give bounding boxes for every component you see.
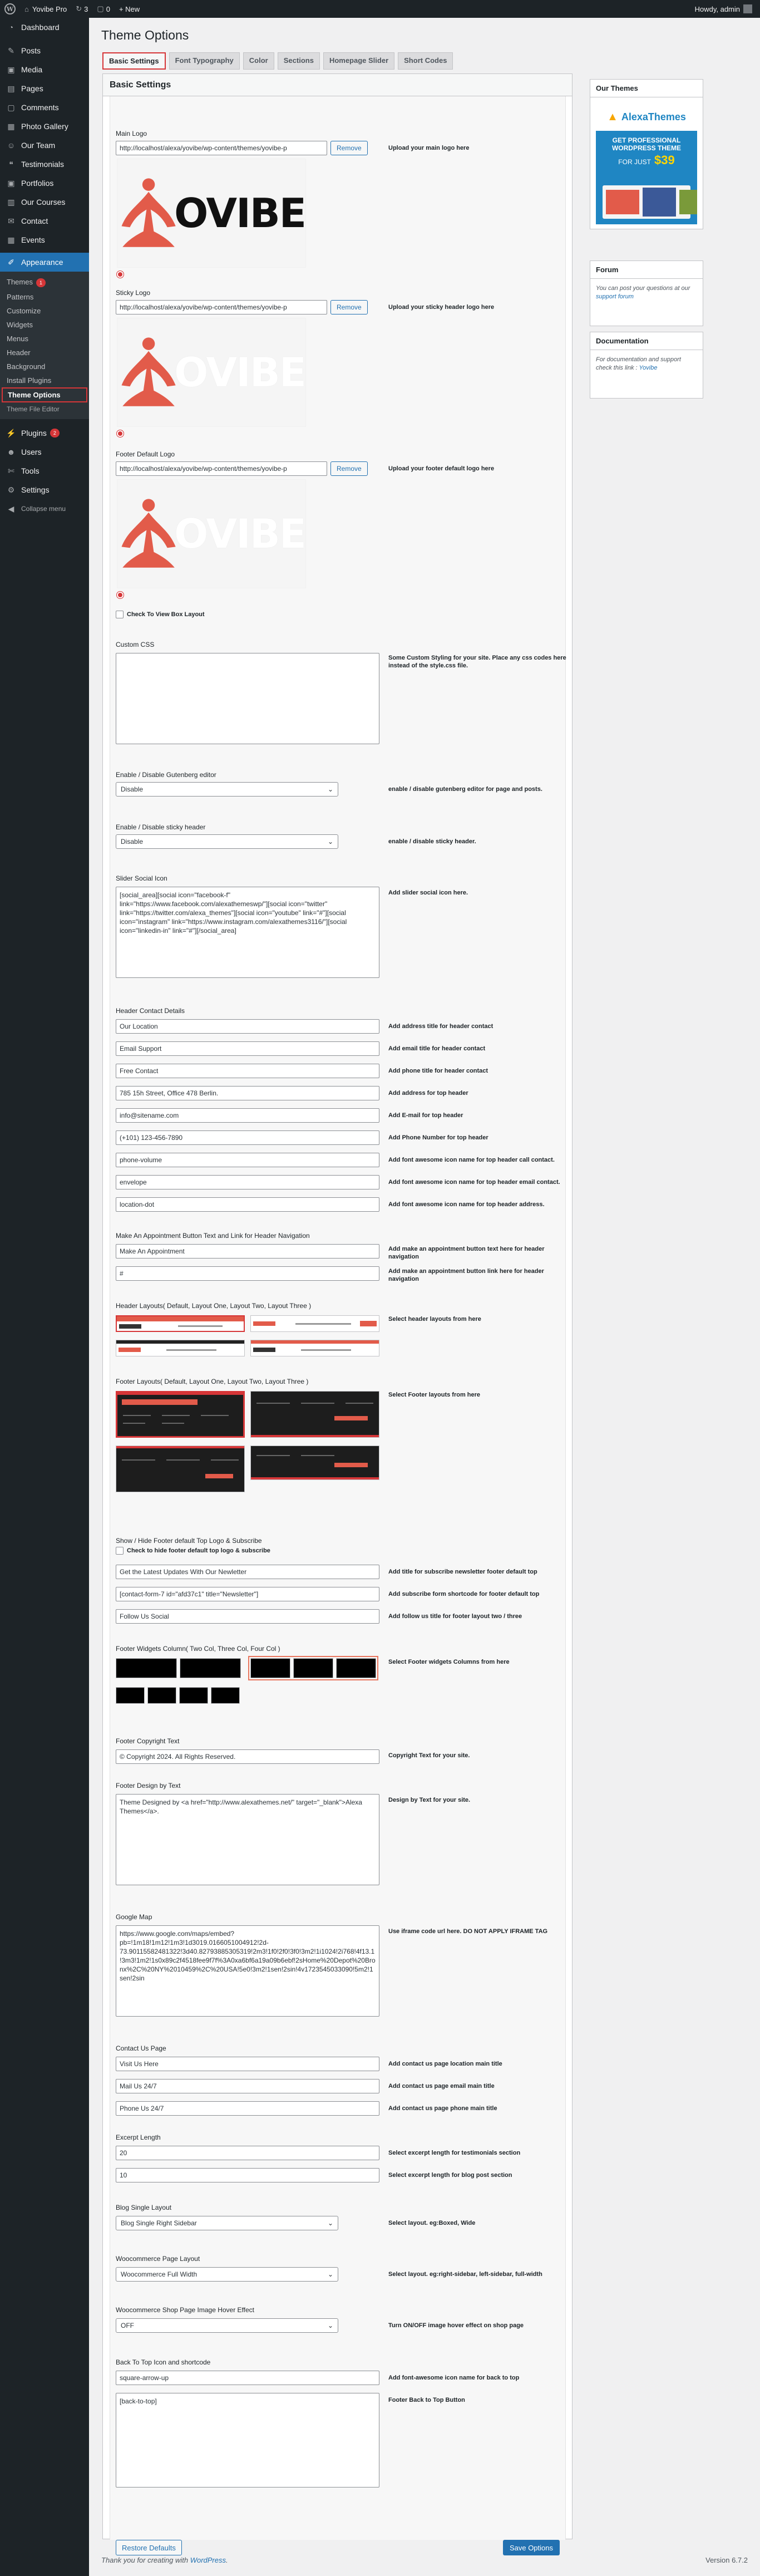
google-map-desc: Use iframe code url here. DO NOT APPLY IFRAME TAG <box>388 1928 548 1935</box>
design-by-textarea[interactable] <box>116 1794 379 1885</box>
custom-css-desc: Some Custom Styling for your site. Place any css codes here instead of the style.css file. <box>388 655 566 669</box>
plugin-icon: ⚡ <box>6 428 16 437</box>
chevron-down-icon: ⌄ <box>327 2219 333 2227</box>
submenu-theme-file-editor[interactable]: Theme File Editor <box>7 405 60 413</box>
sticky-logo-remove-dot[interactable] <box>117 430 124 437</box>
menu-label: Testimonials <box>21 160 65 169</box>
field-desc: Select excerpt length for blog post section <box>388 2172 512 2179</box>
course-icon: ▥ <box>7 197 15 207</box>
contact-icon: ✉ <box>8 216 14 225</box>
chevron-down-icon: ⌄ <box>327 838 333 845</box>
main-content <box>89 18 760 2576</box>
documentation-link[interactable]: Yovibe <box>639 365 658 371</box>
refresh-icon: ↻ <box>76 4 82 13</box>
main-logo-label: Main Logo <box>116 130 147 137</box>
calendar-icon: ▦ <box>7 235 15 244</box>
main-logo-preview <box>117 159 306 268</box>
tab-homepage-slider[interactable]: Homepage Slider <box>323 52 394 70</box>
admin-bar <box>0 0 760 18</box>
tab-font-typography[interactable]: Font Typography <box>169 52 240 70</box>
forum-box <box>590 260 703 326</box>
footer-logo-remove-dot[interactable] <box>117 592 124 598</box>
header-contact-label: Header Contact Details <box>116 1007 185 1015</box>
footer-logo-desc: Upload your footer default logo here <box>388 465 495 472</box>
contact-email-title-input[interactable] <box>116 2079 379 2093</box>
menu-our-team[interactable] <box>0 136 89 155</box>
back-to-top-shortcode-textarea[interactable] <box>116 2393 379 2487</box>
chevron-down-icon: ⌄ <box>327 2270 333 2278</box>
wp-logo-menu[interactable] <box>0 0 20 18</box>
team-icon: ☺ <box>7 141 16 150</box>
menu-label: Plugins <box>21 429 47 437</box>
footer-widgets-label: Footer Widgets Column( Two Col, Three Col, Four Col ) <box>116 1645 280 1653</box>
submenu-label: Themes <box>7 278 33 286</box>
woo-layout-desc: Select layout. eg:right-sidebar, left-sidebar, full-width <box>388 2271 542 2278</box>
field-desc: Add title for subscribe newsletter footer default top <box>388 1569 537 1575</box>
update-badge: 1 <box>36 278 46 287</box>
menu-label: Contact <box>21 217 48 225</box>
media-icon: ▣ <box>7 65 15 74</box>
sticky-logo-preview <box>117 318 306 427</box>
admin-menu <box>0 18 89 2576</box>
menu-posts[interactable] <box>0 41 89 60</box>
header-layout-two[interactable] <box>116 1340 245 1356</box>
alexa-logo-icon: ▲ <box>607 110 618 123</box>
header-phone-input[interactable] <box>116 1130 379 1145</box>
howdy-label: Howdy, admin <box>694 4 740 13</box>
menu-collapse[interactable] <box>0 499 89 518</box>
comments-link[interactable] <box>92 0 115 18</box>
google-map-label: Google Map <box>116 1913 152 1921</box>
footer-layout-three[interactable] <box>250 1446 379 1480</box>
header-address-title-input[interactable] <box>116 1019 379 1034</box>
menu-contact[interactable] <box>0 212 89 230</box>
custom-css-textarea[interactable] <box>116 653 379 744</box>
gutenberg-desc: enable / disable gutenberg editor for page and posts. <box>388 786 542 793</box>
footer-version: Version 6.7.2 <box>705 2556 748 2564</box>
themes-banner[interactable] <box>596 103 697 224</box>
banner-price: $39 <box>654 153 675 167</box>
tab-short-codes[interactable]: Short Codes <box>398 52 453 70</box>
subscribe-label: Show / Hide Footer default Top Logo & Subscribe <box>116 1537 262 1545</box>
footer-layout-one[interactable] <box>250 1391 379 1438</box>
menu-photo-gallery[interactable] <box>0 117 89 136</box>
main-logo-upload <box>116 141 368 155</box>
woo-layout-label: Woocommerce Page Layout <box>116 2255 200 2263</box>
forum-title: Forum <box>590 261 703 279</box>
submenu-themes[interactable] <box>0 275 89 290</box>
sticky-logo-text: OVIBE <box>174 349 305 396</box>
field-desc: Add contact us page phone main title <box>388 2105 497 2112</box>
hide-subscribe-checkbox[interactable] <box>116 1547 270 1555</box>
comments-count: 0 <box>106 4 110 13</box>
footer-logo-remove-button[interactable]: Remove <box>330 461 368 476</box>
settings-icon: ⚙ <box>7 485 15 494</box>
header-layouts-label: Header Layouts( Default, Layout One, Layout Two, Layout Three ) <box>116 1302 312 1310</box>
sticky-logo-label: Sticky Logo <box>116 289 151 297</box>
field-desc: Add font awesome icon name for top header address. <box>388 1201 545 1208</box>
checkbox-box[interactable] <box>116 1547 124 1555</box>
comment-icon: ▢ <box>7 102 15 112</box>
tab-sections[interactable]: Sections <box>278 52 320 70</box>
update-badge: 2 <box>50 429 60 437</box>
menu-plugins[interactable] <box>0 424 89 443</box>
submenu-menus[interactable]: Menus <box>7 335 29 343</box>
new-label: + New <box>119 4 140 13</box>
submenu-customize[interactable]: Customize <box>7 307 41 315</box>
submenu-patterns[interactable]: Patterns <box>7 293 34 301</box>
back-to-top-icon-input[interactable] <box>116 2371 379 2385</box>
menu-tools[interactable] <box>0 461 89 480</box>
panel-title: Basic Settings <box>103 74 572 96</box>
field-desc: Add contact us page email main title <box>388 2083 495 2090</box>
menu-label: Media <box>21 65 43 74</box>
checkbox-label: Check to hide footer default top logo & subscribe <box>127 1547 270 1554</box>
field-desc: Add make an appointment button link here for header navigation <box>388 1268 544 1282</box>
menu-pages[interactable] <box>0 79 89 98</box>
chevron-down-icon: ⌄ <box>327 785 333 793</box>
footer-logo-url-input[interactable]: http://localhost/alexa/yovibe/wp-content/themes/yovibe-p <box>116 461 327 476</box>
menu-label: Tools <box>21 466 40 475</box>
excerpt-label: Excerpt Length <box>116 2133 161 2141</box>
wordpress-link[interactable]: WordPress <box>190 2556 226 2564</box>
sticky-header-select[interactable] <box>116 834 338 849</box>
yoga-figure-icon <box>117 325 180 420</box>
menu-label: Collapse menu <box>21 505 66 513</box>
menu-label: Portfolios <box>21 179 54 188</box>
copyright-input[interactable] <box>116 1749 379 1764</box>
main-logo-desc: Upload your main logo here <box>388 145 470 151</box>
select-value: Woocommerce Full Width <box>121 2270 198 2278</box>
gutenberg-label: Enable / Disable Gutenberg editor <box>116 771 216 779</box>
header-email-icon-input[interactable] <box>116 1175 379 1189</box>
header-phone-title-input[interactable] <box>116 1064 379 1078</box>
footer-widgets-two-col[interactable] <box>116 1658 241 1678</box>
header-email-title-input[interactable] <box>116 1041 379 1056</box>
menu-appearance[interactable] <box>0 253 89 272</box>
tab-basic-settings[interactable]: Basic Settings <box>102 52 166 70</box>
checkbox-label: Check To View Box Layout <box>127 611 205 618</box>
field-desc: Add E-mail for top header <box>388 1112 463 1119</box>
page-title: Theme Options <box>101 28 189 42</box>
menu-testimonials[interactable] <box>0 155 89 174</box>
chevron-down-icon: ⌄ <box>327 2322 333 2329</box>
select-value: Blog Single Right Sidebar <box>121 2219 197 2227</box>
subscribe-shortcode-input[interactable] <box>116 1587 379 1601</box>
banner-screenshots <box>603 185 690 219</box>
avatar <box>743 4 752 13</box>
main-logo-remove-dot[interactable] <box>117 271 124 278</box>
gutenberg-select[interactable] <box>116 782 338 797</box>
new-content-link[interactable] <box>115 0 144 18</box>
field-desc: Add address title for header contact <box>388 1023 493 1030</box>
submenu-background[interactable]: Background <box>7 362 46 371</box>
portfolio-icon: ▣ <box>7 178 15 188</box>
field-desc: Add font awesome icon name for top header email contact. <box>388 1179 560 1186</box>
back-to-top-label: Back To Top Icon and shortcode <box>116 2358 211 2366</box>
header-address-icon-input[interactable] <box>116 1197 379 1212</box>
menu-label: Posts <box>21 46 41 55</box>
copyright-label: Footer Copyright Text <box>116 1737 180 1745</box>
banner-line2: FOR JUST <box>618 158 651 166</box>
footer-widgets-four-col[interactable] <box>116 1687 240 1704</box>
woo-hover-desc: Turn ON/OFF image hover effect on shop page <box>388 2322 524 2329</box>
sticky-header-desc: enable / disable sticky header. <box>388 838 476 845</box>
appointment-text-input[interactable] <box>116 1244 379 1258</box>
menu-label: Pages <box>21 84 43 93</box>
footer-widgets-desc: Select Footer widgets Columns from here <box>388 1659 510 1665</box>
sticky-logo-url-input[interactable]: http://localhost/alexa/yovibe/wp-content/themes/yovibe-p <box>116 300 327 314</box>
save-options-button[interactable]: Save Options <box>503 2540 560 2555</box>
documentation-box <box>590 332 703 399</box>
field-desc: Add font awesome icon name for top header call contact. <box>388 1157 555 1163</box>
gallery-icon: ▦ <box>7 121 15 131</box>
forum-text <box>590 279 703 307</box>
header-layout-one[interactable] <box>250 1315 379 1332</box>
woo-hover-label: Woocommerce Shop Page Image Hover Effect <box>116 2306 255 2314</box>
site-name-link[interactable] <box>20 0 71 18</box>
menu-dashboard[interactable] <box>0 18 89 37</box>
boxed-layout-checkbox[interactable] <box>116 611 205 618</box>
header-email-input[interactable] <box>116 1108 379 1123</box>
menu-label: Appearance <box>21 258 63 267</box>
user-icon: ☻ <box>7 448 16 456</box>
field-desc: Add email title for header contact <box>388 1045 486 1052</box>
menu-label: Dashboard <box>21 23 60 32</box>
sticky-logo-remove-button[interactable]: Remove <box>330 300 368 314</box>
footer-layout-default[interactable] <box>116 1391 245 1438</box>
documentation-text <box>590 350 703 378</box>
header-layouts-desc: Select header layouts from here <box>388 1316 481 1323</box>
design-by-label: Footer Design by Text <box>116 1782 181 1790</box>
yoga-figure-icon <box>117 166 180 260</box>
menu-settings[interactable] <box>0 480 89 499</box>
panel-body <box>110 96 566 2552</box>
excerpt-blog-input[interactable] <box>116 2168 379 2182</box>
footer-widgets-three-col[interactable] <box>250 1658 376 1678</box>
footer-thanks: Thank you for creating with WordPress. <box>101 2556 228 2564</box>
menu-label: Our Courses <box>21 198 66 207</box>
footer-logo-upload <box>116 461 368 476</box>
main-logo-text: OVIBE <box>174 190 305 237</box>
slider-social-label: Slider Social Icon <box>116 874 167 882</box>
menu-events[interactable] <box>0 230 89 249</box>
appointment-label: Make An Appointment Button Text and Link for Header Navigation <box>116 1232 310 1240</box>
menu-label: Comments <box>21 103 59 112</box>
our-themes-title: Our Themes <box>590 80 703 97</box>
footer-thanks-text: Thank you for creating with <box>101 2556 189 2564</box>
settings-panel <box>102 73 573 2552</box>
pin-icon: ✎ <box>8 46 14 55</box>
field-desc: Add Phone Number for top header <box>388 1134 488 1141</box>
field-desc: Add subscribe form shortcode for footer default top <box>388 1591 540 1597</box>
menu-users[interactable] <box>0 443 89 461</box>
sticky-header-label: Enable / Disable sticky header <box>116 823 206 831</box>
select-value: Disable <box>121 785 144 793</box>
yoga-figure-icon <box>117 486 180 581</box>
site-name-label: Yovibe Pro <box>32 4 67 13</box>
back-to-top-shortcode-desc: Footer Back to Top Button <box>388 2397 465 2403</box>
woo-layout-select[interactable] <box>116 2267 338 2282</box>
header-call-icon-input[interactable] <box>116 1153 379 1167</box>
quote-icon: ❝ <box>9 159 13 169</box>
subscribe-title-input[interactable] <box>116 1565 379 1579</box>
slider-social-textarea[interactable] <box>116 887 379 978</box>
menu-label: Settings <box>21 485 50 494</box>
banner-brand-bar <box>596 103 697 131</box>
main-logo-remove-button[interactable]: Remove <box>330 141 368 155</box>
doc-text-body: For documentation and support check this link : <box>596 356 681 371</box>
wordpress-icon: W <box>4 3 16 14</box>
support-forum-link[interactable]: support forum <box>596 293 634 300</box>
field-desc: Add contact us page location main title <box>388 2061 502 2067</box>
field-desc: Add follow us title for footer layout two / three <box>388 1613 522 1620</box>
menu-our-courses[interactable] <box>0 193 89 212</box>
contact-page-label: Contact Us Page <box>116 2044 166 2052</box>
home-icon: ⌂ <box>24 4 29 13</box>
sticky-logo-desc: Upload your sticky header logo here <box>388 304 495 311</box>
contact-phone-title-input[interactable] <box>116 2101 379 2116</box>
updates-link[interactable] <box>71 0 92 18</box>
main-logo-url-input[interactable]: http://localhost/alexa/yovibe/wp-content/themes/yovibe-p <box>116 141 327 155</box>
header-layout-three[interactable] <box>250 1340 379 1356</box>
collapse-icon: ◀ <box>8 504 14 513</box>
tab-color[interactable]: Color <box>243 52 274 70</box>
my-account-link[interactable] <box>690 0 760 18</box>
submenu-widgets[interactable]: Widgets <box>7 321 33 329</box>
footer-logo-preview <box>117 479 306 588</box>
menu-label: Our Team <box>21 141 56 150</box>
checkbox-box[interactable] <box>116 611 124 618</box>
submenu-install-plugins[interactable]: Install Plugins <box>7 376 52 385</box>
menu-label: Users <box>21 448 42 456</box>
page-icon: ▤ <box>7 83 15 93</box>
footer-logo-label: Footer Default Logo <box>116 450 175 458</box>
blog-layout-label: Blog Single Layout <box>116 2204 172 2211</box>
custom-css-label: Custom CSS <box>116 641 155 648</box>
footer-layout-two[interactable] <box>116 1446 245 1492</box>
updates-count: 3 <box>84 4 88 13</box>
menu-portfolios[interactable] <box>0 174 89 193</box>
submenu-header[interactable]: Header <box>7 348 31 357</box>
field-desc: Select excerpt length for testimonials section <box>388 2150 521 2156</box>
contact-location-title-input[interactable] <box>116 2057 379 2071</box>
menu-label: Events <box>21 235 45 244</box>
banner-brand: AlexaThemes <box>621 111 686 122</box>
header-address-input[interactable] <box>116 1086 379 1100</box>
blog-layout-select[interactable] <box>116 2216 338 2230</box>
menu-comments[interactable] <box>0 98 89 117</box>
footer-layouts-label: Footer Layouts( Default, Layout One, Layout Two, Layout Three ) <box>116 1378 309 1385</box>
slider-social-desc: Add slider social icon here. <box>388 889 468 896</box>
footer-logo-text: OVIBE <box>174 510 305 557</box>
options-tabs <box>102 52 453 70</box>
restore-defaults-button[interactable]: Restore Defaults <box>116 2540 182 2555</box>
documentation-title: Documentation <box>590 332 703 350</box>
follow-us-title-input[interactable] <box>116 1609 379 1624</box>
field-desc: Add phone title for header contact <box>388 1068 488 1074</box>
comment-bubble-icon: ▢ <box>97 4 104 13</box>
excerpt-testimonials-input[interactable] <box>116 2146 379 2160</box>
footer-layouts-desc: Select Footer layouts from here <box>388 1392 481 1398</box>
appearance-submenu <box>0 272 89 419</box>
banner-line1: GET PROFESSIONAL WORDPRESS THEME <box>611 136 681 152</box>
our-themes-box <box>590 79 703 229</box>
woo-hover-select[interactable] <box>116 2318 338 2333</box>
menu-label: Photo Gallery <box>21 122 68 131</box>
google-map-textarea[interactable] <box>116 1925 379 2017</box>
brush-icon: ✐ <box>8 257 14 267</box>
design-by-desc: Design by Text for your site. <box>388 1797 471 1803</box>
submenu-theme-options[interactable]: Theme Options <box>2 387 87 402</box>
tools-icon: ✄ <box>8 466 14 475</box>
menu-media[interactable] <box>0 60 89 79</box>
field-desc: Add address for top header <box>388 1090 468 1097</box>
copyright-desc: Copyright Text for your site. <box>388 1752 470 1759</box>
blog-layout-desc: Select layout. eg:Boxed, Wide <box>388 2220 476 2226</box>
forum-text-body: You can post your questions at our <box>596 285 690 292</box>
back-to-top-icon-desc: Add font-awesome icon name for back to top <box>388 2375 520 2381</box>
banner-price-row <box>596 153 697 168</box>
dashboard-icon: ◔ <box>8 23 14 32</box>
appointment-link-input[interactable] <box>116 1266 379 1281</box>
select-value: Disable <box>121 838 144 845</box>
sticky-logo-upload <box>116 300 368 314</box>
header-layout-default[interactable] <box>116 1315 245 1332</box>
select-value: OFF <box>121 2322 134 2329</box>
field-desc: Add make an appointment button text here for header navigation <box>388 1246 545 1260</box>
